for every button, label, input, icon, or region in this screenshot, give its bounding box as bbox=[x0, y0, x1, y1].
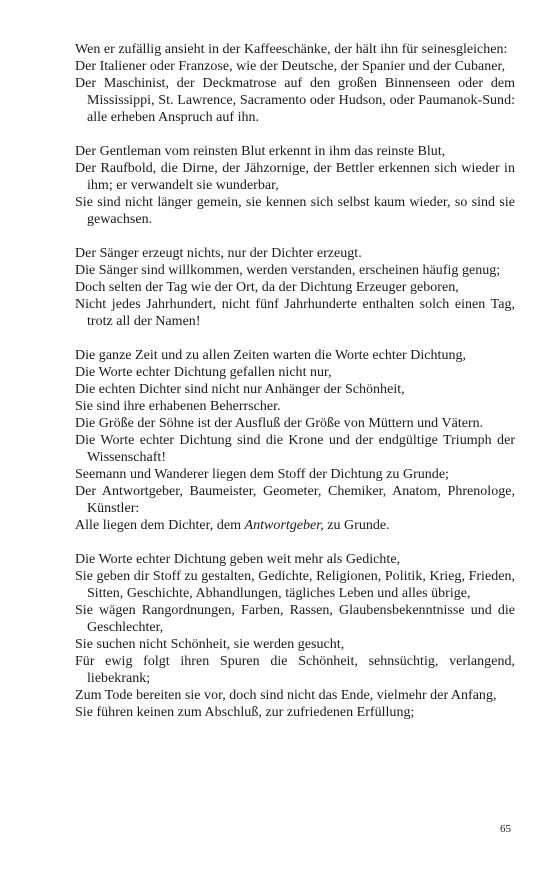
verse-line: Die Sänger sind willkommen, werden verstanden, erscheinen häufig genug; bbox=[75, 263, 501, 278]
stanza-3 bbox=[75, 245, 515, 330]
verse-line: Doch selten der Tag wie der Ort, da der Dichtung Erzeuger geboren, bbox=[75, 280, 459, 295]
verse-line: Sie geben dir Stoff zu gestalten, Gedichte, Religionen, Politik, Krieg, Frieden, Sitten, Geschichte, Abhandlungen, tägliches Leben und alles übrige, bbox=[75, 569, 515, 601]
verse-text: zu Grunde. bbox=[323, 518, 390, 533]
page-number: 65 bbox=[500, 823, 511, 835]
stanza-5 bbox=[75, 551, 515, 721]
verse-line: Sie sind ihre erhabenen Beherrscher. bbox=[75, 399, 281, 414]
verse-line: Seemann und Wanderer liegen dem Stoff der Dichtung zu Grunde; bbox=[75, 467, 449, 482]
verse-line: Der Italiener oder Franzose, wie der Deutsche, der Spanier und der Cubaner, bbox=[75, 59, 506, 74]
stanza-1 bbox=[75, 41, 515, 126]
stanza-2 bbox=[75, 143, 515, 228]
verse-line: Der Sänger erzeugt nichts, nur der Dichter erzeugt. bbox=[75, 246, 362, 261]
verse-line: Die Worte echter Dichtung sind die Krone und der endgültige Triumph der Wissenschaft! bbox=[75, 433, 515, 465]
verse-line: Nicht jedes Jahrhundert, nicht fünf Jahrhunderte enthalten solch einen Tag, trotz all der Namen! bbox=[75, 297, 515, 329]
verse-line: Sie führen keinen zum Abschluß, zur zufriedenen Erfüllung; bbox=[75, 705, 415, 720]
verse-line: Die echten Dichter sind nicht nur Anhänger der Schönheit, bbox=[75, 382, 405, 397]
verse-text: Alle liegen dem Dichter, dem bbox=[75, 518, 245, 533]
verse-line: Der Maschinist, der Deckmatrose auf den großen Binnenseen oder dem Mississippi, St. Lawrence, Sacramento oder Hudson, oder Paumanok-Sund: alle erheben Anspruch auf ihn. bbox=[75, 76, 515, 125]
verse-line: Sie sind nicht länger gemein, sie kennen sich selbst kaum wieder, so sind sie gewachsen. bbox=[75, 195, 515, 227]
stanza-4 bbox=[75, 347, 515, 534]
verse-line: Wen er zufällig ansieht in der Kaffeeschänke, der hält ihn für seinesgleichen: bbox=[75, 42, 508, 57]
poem-text bbox=[75, 41, 515, 721]
verse-line: Der Antwortgeber, Baumeister, Geometer, Chemiker, Anatom, Phrenologe, Künstler: bbox=[75, 484, 515, 516]
verse-line: Die Worte echter Dichtung gefallen nicht nur, bbox=[75, 365, 332, 380]
verse-line: Sie suchen nicht Schönheit, sie werden gesucht, bbox=[75, 637, 345, 652]
verse-line-with-italic bbox=[75, 517, 515, 534]
verse-line: Sie wägen Rangordnungen, Farben, Rassen, Glaubensbekenntnisse und die Geschlechter, bbox=[75, 603, 515, 635]
italic-word: Antwortgeber, bbox=[244, 518, 324, 533]
verse-line: Der Gentleman vom reinsten Blut erkennt in ihm das reinste Blut, bbox=[75, 144, 446, 159]
verse-line: Die ganze Zeit und zu allen Zeiten warten die Worte echter Dichtung, bbox=[75, 348, 467, 363]
verse-line: Die Größe der Söhne ist der Ausfluß der Größe von Müttern und Vätern. bbox=[75, 416, 484, 431]
verse-line: Für ewig folgt ihren Spuren die Schönheit, sehnsüchtig, verlangend, liebekrank; bbox=[75, 654, 515, 686]
verse-line: Zum Tode bereiten sie vor, doch sind nicht das Ende, vielmehr der Anfang, bbox=[75, 688, 497, 703]
verse-line: Die Worte echter Dichtung geben weit mehr als Gedichte, bbox=[75, 552, 401, 567]
verse-line: Der Raufbold, die Dirne, der Jähzornige, der Bettler erkennen sich wieder in ihm; er verwandelt sie wunderbar, bbox=[75, 161, 515, 193]
